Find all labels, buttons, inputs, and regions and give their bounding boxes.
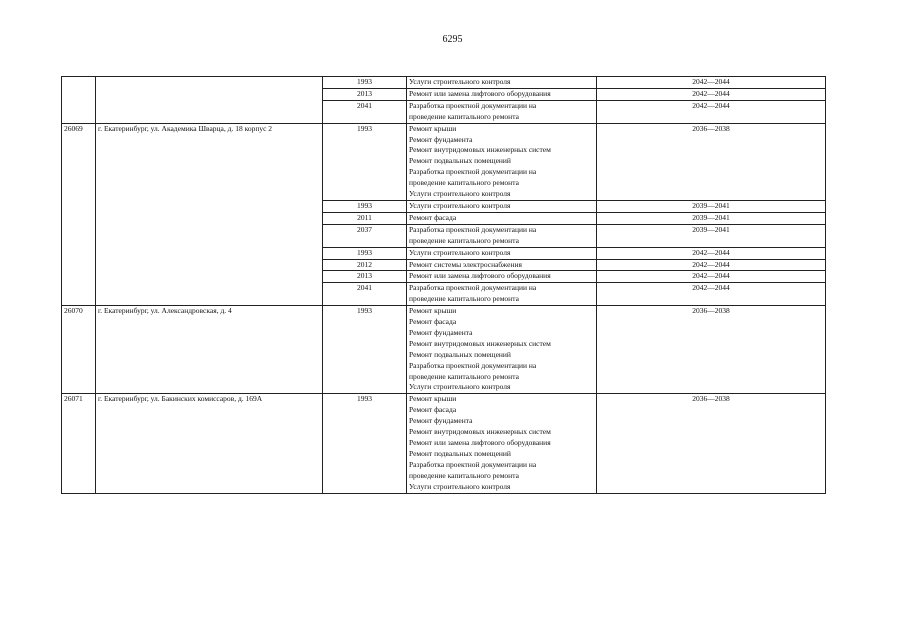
year-cell: 2041 bbox=[323, 283, 407, 306]
period-cell: 2042—2044 bbox=[597, 259, 826, 271]
work-item: проведение капитального ремонта bbox=[409, 178, 519, 188]
work-item: Ремонт подвальных помещений bbox=[409, 349, 511, 359]
works-cell bbox=[407, 224, 597, 247]
works-cell bbox=[407, 394, 597, 493]
period-cell: 2042—2044 bbox=[597, 247, 826, 259]
work-item: Ремонт внутридомовых инженерных систем bbox=[409, 338, 551, 348]
year-cell: 1993 bbox=[323, 306, 407, 394]
work-item: Услуги строительного контроля bbox=[409, 382, 511, 392]
work-item: Ремонт или замена лифтового оборудования bbox=[409, 88, 551, 98]
work-item: Ремонт фасада bbox=[409, 212, 457, 222]
house-id-cell: 26070 bbox=[62, 306, 96, 394]
table-row bbox=[62, 77, 826, 89]
table-row bbox=[62, 306, 826, 394]
table-row bbox=[62, 394, 826, 493]
period-cell: 2039—2041 bbox=[597, 224, 826, 247]
works-cell bbox=[407, 100, 597, 123]
year-cell: 1993 bbox=[323, 123, 407, 200]
work-item: Ремонт системы электроснабжения bbox=[409, 259, 522, 269]
house-id-cell: 26069 bbox=[62, 123, 96, 306]
work-item: Ремонт фасада bbox=[409, 317, 457, 327]
period-cell: 2042—2044 bbox=[597, 88, 826, 100]
address-cell: г. Екатеринбург, ул. Бакинских комиссаров, д. 169А bbox=[96, 394, 323, 493]
work-item: Ремонт внутридомовых инженерных систем bbox=[409, 427, 551, 437]
address-cell bbox=[96, 77, 323, 124]
table-body bbox=[62, 77, 826, 494]
works-cell bbox=[407, 212, 597, 224]
period-cell: 2042—2044 bbox=[597, 77, 826, 89]
year-cell: 1993 bbox=[323, 200, 407, 212]
work-item: проведение капитального ремонта bbox=[409, 470, 519, 480]
year-cell: 2013 bbox=[323, 271, 407, 283]
period-cell: 2036—2038 bbox=[597, 123, 826, 200]
year-cell: 2041 bbox=[323, 100, 407, 123]
house-id-cell bbox=[62, 77, 96, 124]
work-item: Разработка проектной документации на bbox=[409, 167, 537, 177]
work-item: проведение капитального ремонта bbox=[409, 111, 519, 121]
work-item: проведение капитального ремонта bbox=[409, 371, 519, 381]
work-item: Ремонт подвальных помещений bbox=[409, 448, 511, 458]
year-cell: 2012 bbox=[323, 259, 407, 271]
works-cell bbox=[407, 247, 597, 259]
work-item: Услуги строительного контроля bbox=[409, 200, 511, 210]
work-item: Разработка проектной документации на bbox=[409, 283, 537, 293]
work-item: Ремонт крыши bbox=[409, 123, 457, 133]
work-item: Услуги строительного контроля bbox=[409, 247, 511, 257]
work-item: Ремонт фасада bbox=[409, 405, 457, 415]
work-item: Ремонт фундамента bbox=[409, 416, 473, 426]
work-item: Разработка проектной документации на bbox=[409, 224, 537, 234]
page-number: 6295 bbox=[442, 34, 463, 45]
works-cell bbox=[407, 123, 597, 200]
works-cell bbox=[407, 283, 597, 306]
works-cell bbox=[407, 271, 597, 283]
work-item: Ремонт внутридомовых инженерных систем bbox=[409, 145, 551, 155]
year-cell: 1993 bbox=[323, 77, 407, 89]
work-item: Ремонт подвальных помещений bbox=[409, 156, 511, 166]
address-cell: г. Екатеринбург, ул. Академика Шварца, д. 18 корпус 2 bbox=[96, 123, 323, 306]
period-cell: 2042—2044 bbox=[597, 100, 826, 123]
house-id-cell: 26071 bbox=[62, 394, 96, 493]
address-cell: г. Екатеринбург, ул. Александровская, д. 4 bbox=[96, 306, 323, 394]
works-cell bbox=[407, 200, 597, 212]
table-row bbox=[62, 123, 826, 200]
repair-schedule-table bbox=[61, 76, 826, 494]
year-cell: 2037 bbox=[323, 224, 407, 247]
period-cell: 2039—2041 bbox=[597, 200, 826, 212]
work-item: Ремонт или замена лифтового оборудования bbox=[409, 438, 551, 447]
works-cell bbox=[407, 88, 597, 100]
work-item: Ремонт крыши bbox=[409, 394, 457, 404]
year-cell: 1993 bbox=[323, 394, 407, 493]
period-cell: 2036—2038 bbox=[597, 306, 826, 394]
works-cell bbox=[407, 306, 597, 394]
works-cell bbox=[407, 77, 597, 89]
year-cell: 2013 bbox=[323, 88, 407, 100]
work-item: Ремонт крыши bbox=[409, 306, 457, 316]
period-cell: 2042—2044 bbox=[597, 283, 826, 306]
work-item: Ремонт или замена лифтового оборудования bbox=[409, 271, 551, 281]
works-cell bbox=[407, 259, 597, 271]
work-item: Услуги строительного контроля bbox=[409, 77, 511, 86]
year-cell: 2011 bbox=[323, 212, 407, 224]
work-item: Ремонт фундамента bbox=[409, 134, 473, 144]
work-item: Разработка проектной документации на bbox=[409, 459, 537, 469]
work-item: Разработка проектной документации на bbox=[409, 100, 537, 110]
work-item: Ремонт фундамента bbox=[409, 327, 473, 337]
work-item: Услуги строительного контроля bbox=[409, 189, 511, 199]
work-item: проведение капитального ремонта bbox=[409, 294, 519, 304]
year-cell: 1993 bbox=[323, 247, 407, 259]
period-cell: 2039—2041 bbox=[597, 212, 826, 224]
work-item: проведение капитального ремонта bbox=[409, 235, 519, 245]
work-item: Услуги строительного контроля bbox=[409, 481, 511, 491]
period-cell: 2042—2044 bbox=[597, 271, 826, 283]
work-item: Разработка проектной документации на bbox=[409, 360, 537, 370]
period-cell: 2036—2038 bbox=[597, 394, 826, 493]
